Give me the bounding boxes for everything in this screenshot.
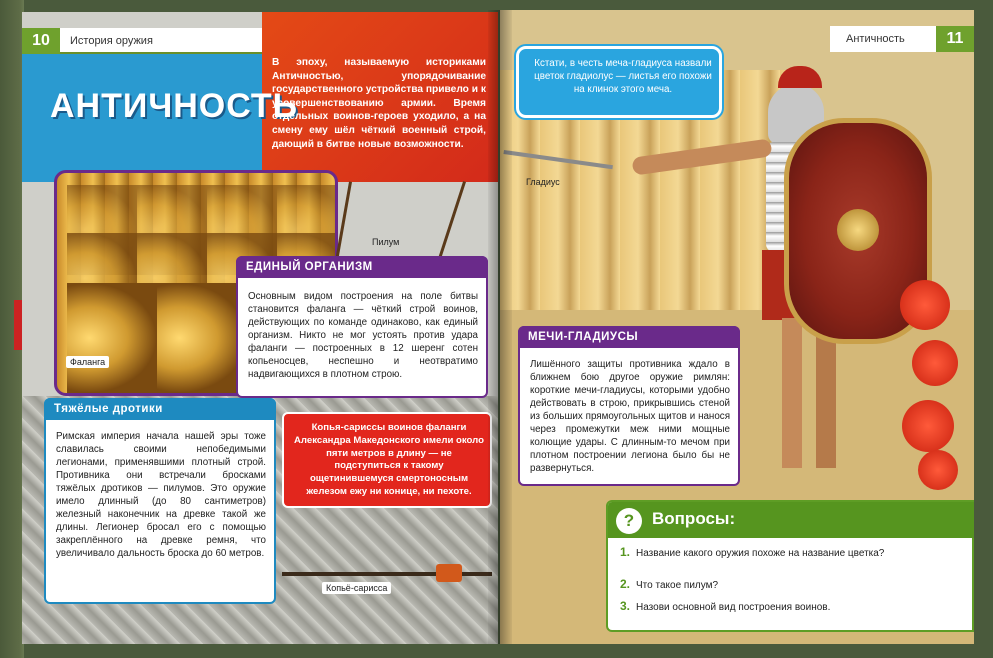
questions-header — [608, 502, 974, 538]
page-header — [22, 28, 262, 54]
leg — [782, 318, 802, 468]
right-page — [500, 10, 974, 644]
sarissa-tip-icon — [436, 564, 462, 582]
page-number: 10 — [22, 28, 60, 54]
helmet-crest — [778, 66, 822, 88]
page-number: 11 — [936, 26, 974, 52]
gladius-box — [518, 326, 740, 486]
question-text: Что такое пилум? — [636, 580, 719, 591]
section-label: Античность — [846, 33, 905, 45]
questions-box — [606, 500, 974, 632]
page-header — [830, 26, 974, 52]
gladiolus-fact-text: Кстати, в честь меча-гладиуса назвали цветок гладиолус — листья его похожи на клинок этого меча. — [534, 58, 712, 95]
darts-heading: Тяжёлые дротики — [44, 398, 276, 420]
caption-phalanx: Фаланга — [66, 356, 109, 368]
caption-sarissa: Копьё-сарисса — [322, 582, 391, 594]
question-item — [620, 578, 960, 592]
question-number: 2. — [620, 577, 631, 591]
question-number: 3. — [620, 599, 631, 613]
pilum-spear-icon — [438, 181, 466, 258]
organism-text: Основным видом построения на поле битвы становится фаланга — чёткий строй воинов, действующих по команде одинаково, как единый организм. Никто не мог устоять против удара фаланги — построенных в 12 шеренг сотен копьеносцев, неспешно и неотвратимо надвигающихся в плотном строю. — [248, 291, 478, 380]
section-label: История оружия — [70, 35, 153, 47]
page-title: АНТИЧНОСТЬ — [50, 87, 299, 125]
question-item — [620, 546, 960, 560]
sarissa-fact-box — [282, 412, 492, 508]
gladiolus-flower — [900, 280, 950, 330]
gladiolus-flower — [912, 340, 958, 386]
gladius-heading: МЕЧИ-ГЛАДИУСЫ — [518, 326, 740, 348]
gladiolus-flower — [902, 400, 954, 452]
intro-text: В эпоху, называемую историками Античностью, упорядочивание государственного устройства привело и к усовершенствованию армии. Время отдельных воинов-героев уходило, а на смену ему шёл чёткий военный строй, дающий в битве новые возможности. — [272, 57, 486, 150]
gladiolus-fact-box — [516, 46, 722, 118]
question-item — [620, 600, 960, 614]
gladiolus-flower — [918, 450, 958, 490]
left-page — [22, 12, 498, 644]
question-mark-icon: ? — [616, 508, 642, 534]
question-number: 1. — [620, 545, 631, 559]
organism-heading: ЕДИНЫЙ ОРГАНИЗМ — [236, 256, 488, 278]
caption-gladius: Гладиус — [526, 177, 560, 187]
gladius-text: Лишённого защиты противника ждало в ближнем бою другое оружие римлян: короткие мечи-гладиусы, которыми удобно действовать в строю, прикрывшись стеной из больших прямоугольных щитов и нанося через промежутки меж ними мощные колющие удары. С длинным-то мечом при плотном построении легиона было бы не развернуться. — [530, 359, 730, 474]
organism-box — [236, 256, 488, 398]
caption-pilum: Пилум — [372, 237, 400, 247]
questions-title: Вопросы: — [652, 509, 736, 528]
shield-boss — [837, 209, 879, 251]
darts-text: Римская империя начала нашей эры тоже славилась своими непобедимыми легионами, применявшими плотный строй. Противника они встречали бросками тяжёлых дротиков — пилумов. Это оружие имело длинный (до 80 сантиметров) железный наконечник на древке такой же длины. Легионер бросал его с помощью закреплённого на древке ремня, что увеличивало дальность броска до 60 метров. — [56, 431, 266, 559]
darts-box — [44, 398, 276, 604]
sarissa-fact-text: Копья-сариссы воинов фаланги Александра Македонского имели около пяти метров в длину — не подступиться к такому ощетинившемуся смертоносным железом ежу ни конице, ни пехоте. — [293, 422, 484, 497]
book-spine — [488, 10, 512, 644]
question-text: Название какого оружия похоже на название цветка? — [636, 548, 885, 559]
question-text: Назови основной вид построения воинов. — [636, 602, 831, 613]
